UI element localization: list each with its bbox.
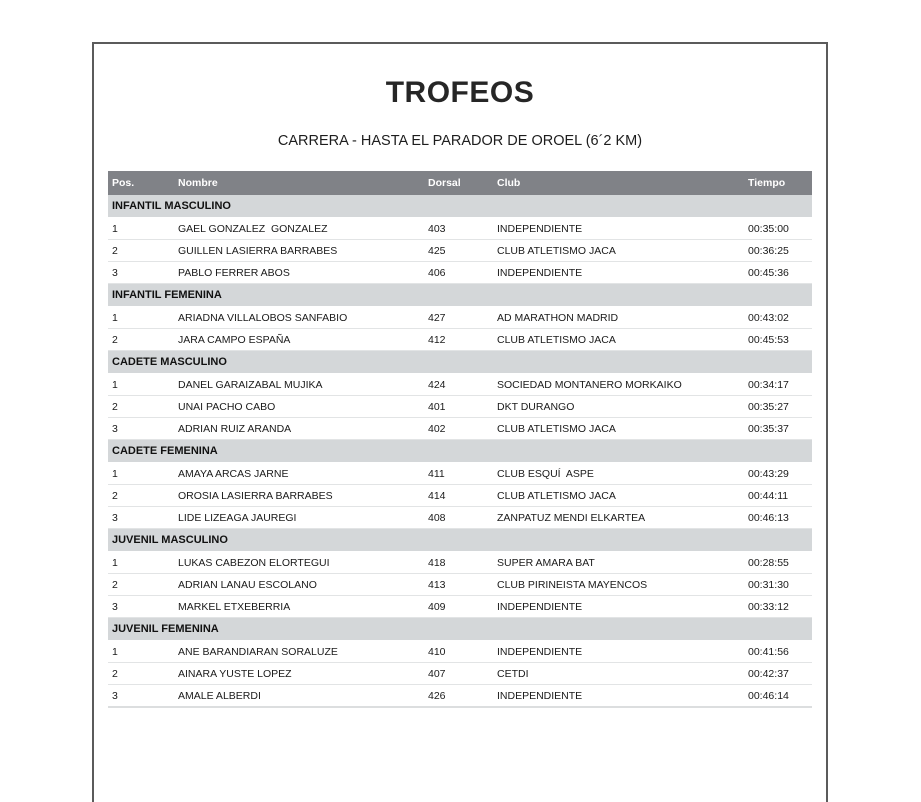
- cell-dorsal: 403: [428, 218, 497, 240]
- cell-club: CLUB PIRINEISTA MAYENCOS: [497, 574, 748, 596]
- cell-nombre: ADRIAN LANAU ESCOLANO: [178, 574, 428, 596]
- cell-tiempo: 00:33:12: [748, 596, 812, 618]
- table-row: [108, 218, 812, 240]
- cell-tiempo: 00:35:00: [748, 218, 812, 240]
- cell-pos: 1: [108, 463, 178, 485]
- table-row: [108, 574, 812, 596]
- cell-dorsal: 418: [428, 552, 497, 574]
- category-group-row: [108, 284, 812, 307]
- table-row: [108, 329, 812, 351]
- category-group-label: INFANTIL FEMENINA: [108, 284, 812, 307]
- cell-nombre: AMAYA ARCAS JARNE: [178, 463, 428, 485]
- category-group-label: CADETE FEMENINA: [108, 440, 812, 463]
- cell-club: INDEPENDIENTE: [497, 262, 748, 284]
- cell-dorsal: 414: [428, 485, 497, 507]
- column-header-club: Club: [497, 171, 748, 195]
- cell-club: INDEPENDIENTE: [497, 641, 748, 663]
- cell-nombre: LIDE LIZEAGA JAUREGI: [178, 507, 428, 529]
- cell-club: CLUB ATLETISMO JACA: [497, 329, 748, 351]
- cell-pos: 3: [108, 507, 178, 529]
- category-group-row: [108, 618, 812, 641]
- table-row: [108, 641, 812, 663]
- table-row: [108, 262, 812, 284]
- table-row: [108, 307, 812, 329]
- cell-nombre: DANEL GARAIZABAL MUJIKA: [178, 374, 428, 396]
- table-header-row: [108, 171, 812, 195]
- cell-tiempo: 00:46:14: [748, 685, 812, 708]
- cell-pos: 2: [108, 329, 178, 351]
- cell-pos: 1: [108, 218, 178, 240]
- table-header: [108, 171, 812, 195]
- cell-pos: 1: [108, 374, 178, 396]
- table-row: [108, 240, 812, 262]
- cell-dorsal: 407: [428, 663, 497, 685]
- cell-club: CLUB ATLETISMO JACA: [497, 418, 748, 440]
- cell-club: SOCIEDAD MONTANERO MORKAIKO: [497, 374, 748, 396]
- table-row: [108, 396, 812, 418]
- cell-dorsal: 426: [428, 685, 497, 708]
- cell-pos: 3: [108, 418, 178, 440]
- column-header-pos: Pos.: [108, 171, 178, 195]
- cell-club: AD MARATHON MADRID: [497, 307, 748, 329]
- cell-tiempo: 00:43:29: [748, 463, 812, 485]
- category-group-label: JUVENIL MASCULINO: [108, 529, 812, 552]
- cell-dorsal: 412: [428, 329, 497, 351]
- table-row: [108, 552, 812, 574]
- cell-tiempo: 00:43:02: [748, 307, 812, 329]
- cell-tiempo: 00:44:11: [748, 485, 812, 507]
- cell-club: DKT DURANGO: [497, 396, 748, 418]
- cell-nombre: ADRIAN RUIZ ARANDA: [178, 418, 428, 440]
- cell-pos: 2: [108, 663, 178, 685]
- table-body: [108, 195, 812, 707]
- cell-nombre: UNAI PACHO CABO: [178, 396, 428, 418]
- cell-tiempo: 00:36:25: [748, 240, 812, 262]
- table-row: [108, 663, 812, 685]
- cell-club: SUPER AMARA BAT: [497, 552, 748, 574]
- category-group-label: CADETE MASCULINO: [108, 351, 812, 374]
- cell-pos: 2: [108, 485, 178, 507]
- cell-pos: 2: [108, 396, 178, 418]
- cell-nombre: JARA CAMPO ESPAÑA: [178, 329, 428, 351]
- cell-nombre: ARIADNA VILLALOBOS SANFABIO: [178, 307, 428, 329]
- table-row: [108, 463, 812, 485]
- cell-pos: 1: [108, 552, 178, 574]
- cell-pos: 1: [108, 307, 178, 329]
- cell-nombre: GAEL GONZALEZ GONZALEZ: [178, 218, 428, 240]
- cell-tiempo: 00:46:13: [748, 507, 812, 529]
- table-row: [108, 507, 812, 529]
- cell-dorsal: 427: [428, 307, 497, 329]
- cell-club: CLUB ESQUÍ ASPE: [497, 463, 748, 485]
- cell-pos: 2: [108, 574, 178, 596]
- cell-tiempo: 00:35:27: [748, 396, 812, 418]
- cell-pos: 2: [108, 240, 178, 262]
- table-row: [108, 374, 812, 396]
- column-header-tiempo: Tiempo: [748, 171, 812, 195]
- cell-club: ZANPATUZ MENDI ELKARTEA: [497, 507, 748, 529]
- cell-tiempo: 00:34:17: [748, 374, 812, 396]
- category-group-label: JUVENIL FEMENINA: [108, 618, 812, 641]
- category-group-row: [108, 440, 812, 463]
- cell-dorsal: 409: [428, 596, 497, 618]
- category-group-row: [108, 351, 812, 374]
- cell-pos: 3: [108, 596, 178, 618]
- cell-nombre: AMALE ALBERDI: [178, 685, 428, 708]
- results-table: [108, 171, 812, 708]
- cell-dorsal: 413: [428, 574, 497, 596]
- cell-dorsal: 425: [428, 240, 497, 262]
- document-page: [92, 42, 828, 802]
- cell-dorsal: 401: [428, 396, 497, 418]
- cell-tiempo: 00:42:37: [748, 663, 812, 685]
- page-title: TROFEOS: [385, 76, 535, 109]
- cell-dorsal: 406: [428, 262, 497, 284]
- category-group-label: INFANTIL MASCULINO: [108, 195, 812, 218]
- cell-tiempo: 00:41:56: [748, 641, 812, 663]
- cell-nombre: PABLO FERRER ABOS: [178, 262, 428, 284]
- cell-tiempo: 00:45:53: [748, 329, 812, 351]
- cell-nombre: MARKEL ETXEBERRIA: [178, 596, 428, 618]
- cell-dorsal: 424: [428, 374, 497, 396]
- cell-pos: 1: [108, 641, 178, 663]
- cell-nombre: OROSIA LASIERRA BARRABES: [178, 485, 428, 507]
- category-group-row: [108, 195, 812, 218]
- cell-tiempo: 00:45:36: [748, 262, 812, 284]
- page-subtitle: CARRERA - HASTA EL PARADOR DE OROEL (6´2 KM): [277, 133, 643, 149]
- cell-dorsal: 411: [428, 463, 497, 485]
- cell-tiempo: 00:28:55: [748, 552, 812, 574]
- cell-nombre: AINARA YUSTE LOPEZ: [178, 663, 428, 685]
- cell-club: CLUB ATLETISMO JACA: [497, 240, 748, 262]
- cell-club: CETDI: [497, 663, 748, 685]
- cell-tiempo: 00:31:30: [748, 574, 812, 596]
- cell-pos: 3: [108, 685, 178, 708]
- column-header-dorsal: Dorsal: [428, 171, 497, 195]
- table-row: [108, 485, 812, 507]
- cell-nombre: ANE BARANDIARAN SORALUZE: [178, 641, 428, 663]
- cell-club: INDEPENDIENTE: [497, 685, 748, 708]
- cell-club: INDEPENDIENTE: [497, 596, 748, 618]
- cell-club: INDEPENDIENTE: [497, 218, 748, 240]
- table-row: [108, 418, 812, 440]
- cell-dorsal: 410: [428, 641, 497, 663]
- table-row: [108, 596, 812, 618]
- cell-nombre: LUKAS CABEZON ELORTEGUI: [178, 552, 428, 574]
- cell-pos: 3: [108, 262, 178, 284]
- cell-nombre: GUILLEN LASIERRA BARRABES: [178, 240, 428, 262]
- category-group-row: [108, 529, 812, 552]
- cell-dorsal: 402: [428, 418, 497, 440]
- cell-dorsal: 408: [428, 507, 497, 529]
- cell-tiempo: 00:35:37: [748, 418, 812, 440]
- column-header-nombre: Nombre: [178, 171, 428, 195]
- table-row: [108, 685, 812, 708]
- cell-club: CLUB ATLETISMO JACA: [497, 485, 748, 507]
